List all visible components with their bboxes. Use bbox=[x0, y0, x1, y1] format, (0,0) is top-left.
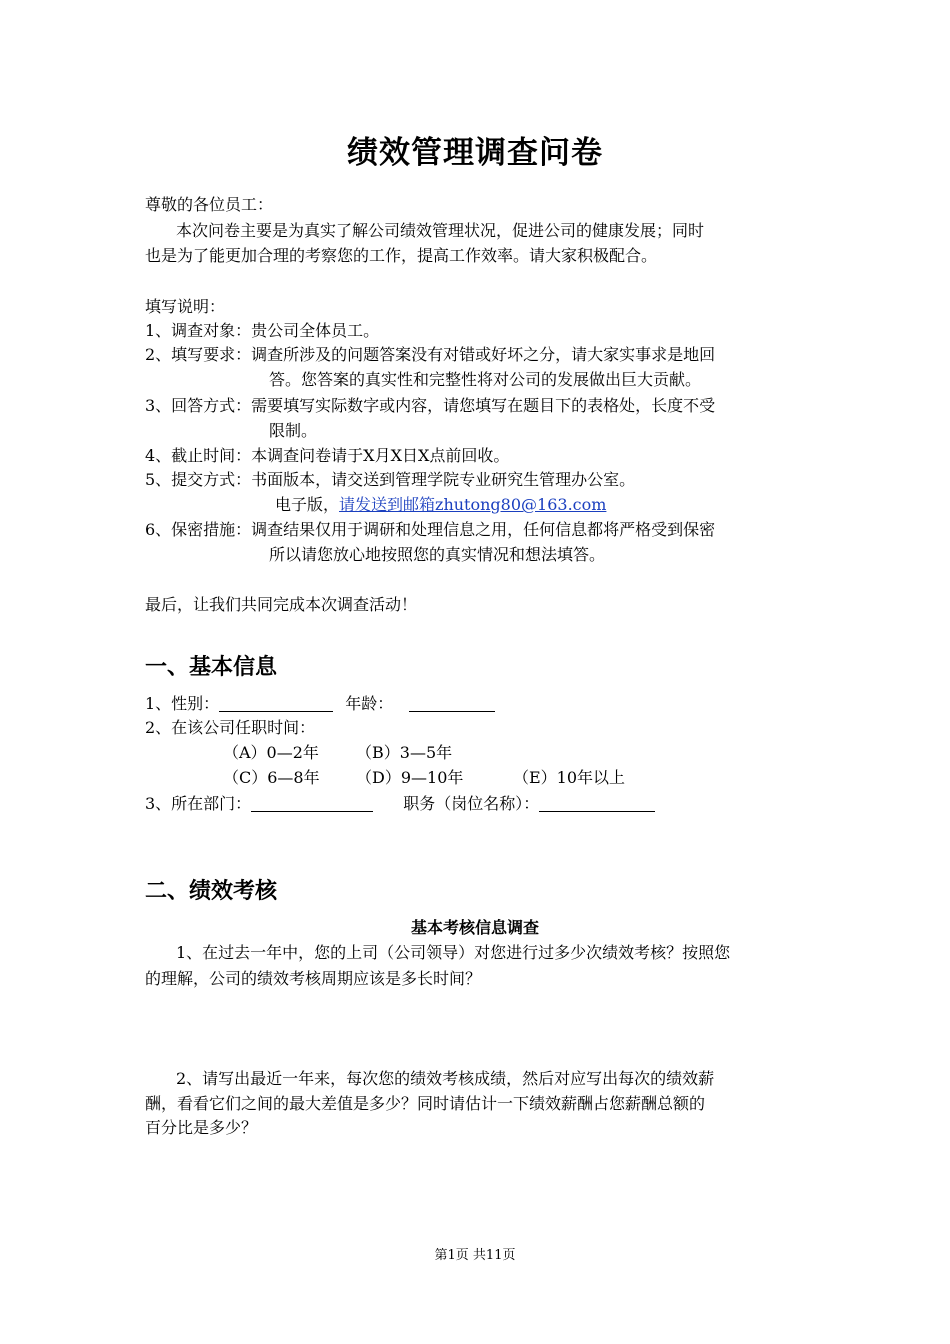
age-blank[interactable] bbox=[409, 693, 495, 712]
position-blank[interactable] bbox=[539, 793, 655, 812]
performance-question-2-line-1: 2、请写出最近一年来，每次您的绩效考核成绩，然后对应写出每次的绩效薪 bbox=[176, 1069, 715, 1088]
intro-line-2: 也是为了能更加合理的考察您的工作，提高工作效率。请大家积极配合。 bbox=[145, 246, 658, 265]
instruction-item-4: 4、截止时间：本调查问卷请于X月X日X点前回收。 bbox=[145, 446, 510, 465]
page-title: 绩效管理调查问卷 bbox=[347, 135, 603, 171]
tenure-option-e[interactable]: （E）10年以上 bbox=[513, 768, 626, 787]
intro-line-1: 本次问卷主要是为真实了解公司绩效管理状况，促进公司的健康发展；同时 bbox=[176, 221, 705, 240]
section-2-title: 二、绩效考核 bbox=[145, 879, 278, 904]
instruction-item-3-line-2: 限制。 bbox=[269, 421, 318, 440]
performance-question-2-line-3: 百分比是多少？ bbox=[145, 1118, 258, 1137]
question-tenure: 2、在该公司任职时间： bbox=[145, 718, 316, 737]
instruction-item-2-line-1: 2、填写要求：调查所涉及的问题答案没有对错或好坏之分，请大家实事求是地回 bbox=[145, 345, 716, 364]
question-department bbox=[145, 791, 655, 817]
section-2-subtitle: 基本考核信息调查 bbox=[410, 918, 539, 937]
department-label: 3、所在部门： bbox=[145, 794, 252, 813]
tenure-option-a[interactable]: （A）0—2年 bbox=[223, 743, 319, 762]
tenure-option-b[interactable]: （B）3—5年 bbox=[356, 743, 453, 762]
gender-blank[interactable] bbox=[219, 693, 333, 712]
tenure-option-d[interactable]: （D）9—10年 bbox=[356, 768, 464, 787]
question-gender-age bbox=[145, 691, 495, 717]
tenure-option-c[interactable]: （C）6—8年 bbox=[223, 768, 320, 787]
instruction-item-2-line-2: 答。您答案的真实性和完整性将对公司的发展做出巨大贡献。 bbox=[269, 370, 702, 389]
gender-label: 1、性别： bbox=[145, 694, 220, 713]
section-1-title: 一、基本信息 bbox=[145, 655, 278, 680]
performance-question-1-line-1: 1、在过去一年中，您的上司（公司领导）对您进行过多少次绩效考核？按照您 bbox=[176, 943, 731, 962]
closing-text: 最后，让我们共同完成本次调查活动！ bbox=[145, 595, 418, 614]
department-blank[interactable] bbox=[251, 793, 373, 812]
greeting: 尊敬的各位员工： bbox=[145, 195, 274, 214]
page-footer: 第1页 共11页 bbox=[434, 1248, 516, 1263]
instruction-item-6-line-2: 所以请您放心地按照您的真实情况和想法填答。 bbox=[269, 545, 606, 564]
email-link[interactable]: 请发送到邮箱zhutong80@163.com bbox=[339, 495, 607, 514]
instruction-item-5-line-1: 5、提交方式：书面版本，请交送到管理学院专业研究生管理办公室。 bbox=[145, 470, 636, 489]
instructions-heading: 填写说明： bbox=[145, 297, 226, 316]
performance-question-2-line-2: 酬，看看它们之间的最大差值是多少？同时请估计一下绩效薪酬占您薪酬总额的 bbox=[145, 1094, 706, 1113]
instruction-item-6-line-1: 6、保密措施：调查结果仅用于调研和处理信息之用，任何信息都将严格受到保密 bbox=[145, 520, 716, 539]
electronic-version-label: 电子版， bbox=[275, 495, 340, 514]
instruction-item-3-line-1: 3、回答方式：需要填写实际数字或内容，请您填写在题目下的表格处，长度不受 bbox=[145, 396, 716, 415]
age-label: 年龄： bbox=[345, 694, 394, 713]
instruction-item-1: 1、调查对象：贵公司全体员工。 bbox=[145, 321, 380, 340]
performance-question-1-line-2: 的理解，公司的绩效考核周期应该是多长时间？ bbox=[145, 969, 482, 988]
instruction-item-5-line-2 bbox=[275, 492, 606, 518]
position-label: 职务（岗位名称）： bbox=[403, 794, 540, 813]
